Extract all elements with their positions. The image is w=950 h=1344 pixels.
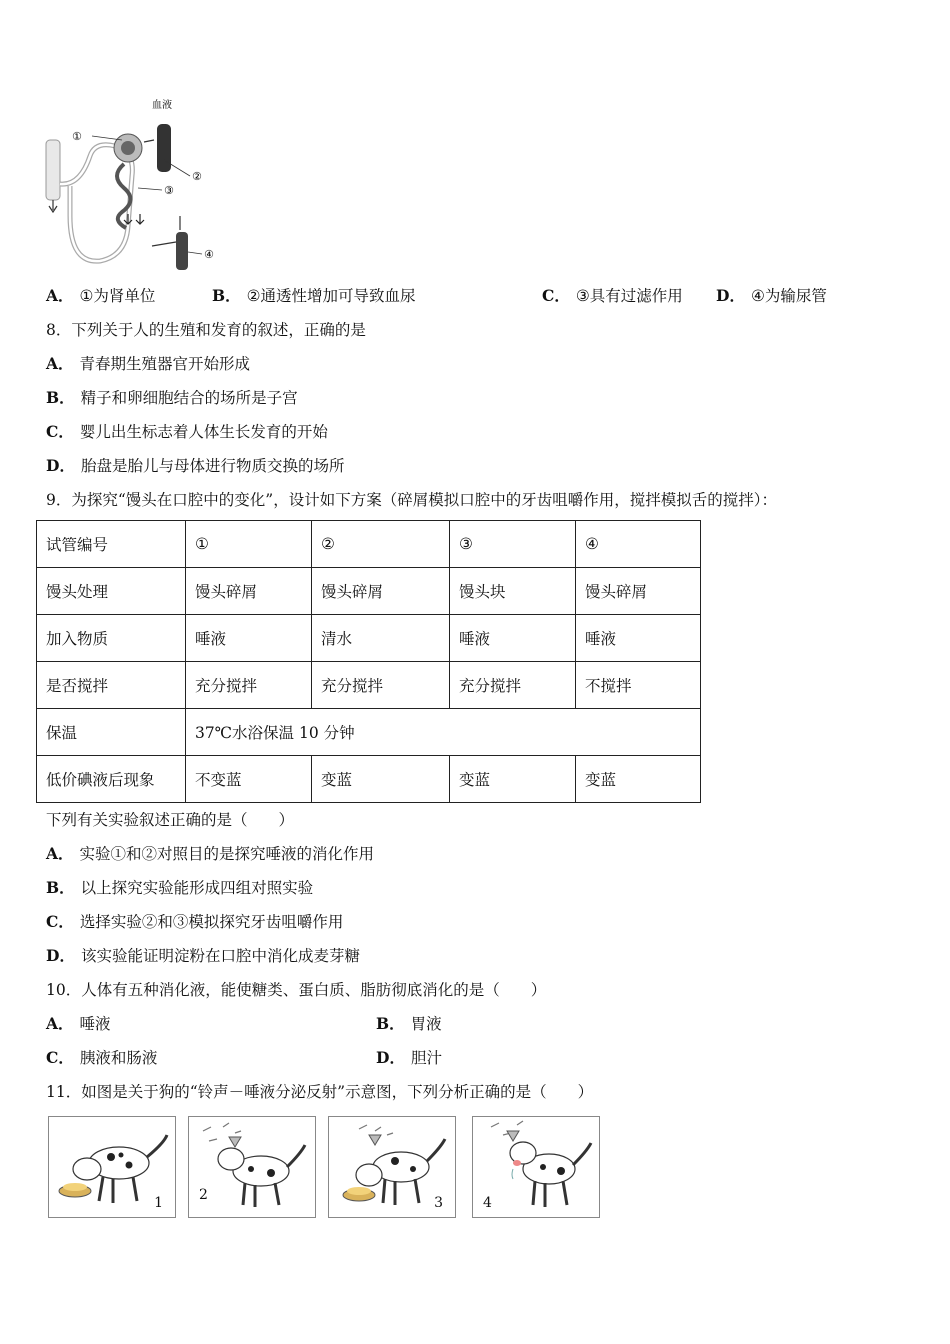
table-cell: 馒头处理: [37, 568, 186, 615]
table-row: [37, 662, 701, 709]
q8-stem: 8．下列关于人的生殖和发育的叙述，正确的是: [46, 321, 366, 339]
table-cell: ④: [576, 521, 701, 568]
nephron-diagram: [40, 96, 230, 274]
q10-option-d[interactable]: D． 胆汁: [376, 1048, 442, 1067]
table-cell: 低价碘液后现象: [37, 756, 186, 803]
dog-panel-3: [328, 1116, 456, 1218]
table-cell: 变蓝: [576, 756, 701, 803]
q11-stem: 11．如图是关于狗的“铃声－唾液分泌反射”示意图，下列分析正确的是（ ）: [46, 1083, 594, 1101]
dog-panel-1: [48, 1116, 176, 1218]
table-cell: 馒头碎屑: [312, 568, 450, 615]
q7-option-b[interactable]: B． ②通透性增加可导致血尿: [212, 286, 416, 305]
panel-number: 1: [154, 1195, 163, 1211]
callout-4: ④: [204, 248, 214, 261]
table-cell: 是否搅拌: [37, 662, 186, 709]
table-cell: 充分搅拌: [186, 662, 312, 709]
table-cell: 馒头碎屑: [186, 568, 312, 615]
q9-option-d[interactable]: D． 该实验能证明淀粉在口腔中消化成麦芽糖: [46, 946, 360, 965]
q10-option-c[interactable]: C． 胰液和肠液: [46, 1048, 158, 1067]
table-cell: 馒头块: [450, 568, 576, 615]
table-cell: 变蓝: [450, 756, 576, 803]
panel-number: 3: [434, 1195, 443, 1211]
q8-option-a[interactable]: A． 青春期生殖器官开始形成: [46, 354, 251, 373]
q9-stem: 9．为探究“馒头在口腔中的变化”，设计如下方案（碎屑模拟口腔中的牙齿咀嚼作用，搅拌模拟舌的搅拌）：: [46, 491, 777, 509]
table-row: [37, 568, 701, 615]
blood-label: 血液: [152, 100, 172, 111]
table-cell: ③: [450, 521, 576, 568]
table-cell: 试管编号: [37, 521, 186, 568]
table-cell: 充分搅拌: [312, 662, 450, 709]
q9-follow: 下列有关实验叙述正确的是（ ）: [46, 811, 295, 829]
experiment-table: [36, 520, 701, 803]
table-row: [37, 709, 701, 756]
panel-number: 2: [199, 1187, 208, 1203]
q8-option-d[interactable]: D． 胎盘是胎儿与母体进行物质交换的场所: [46, 456, 345, 475]
callout-1: ①: [72, 130, 82, 143]
q10-option-b[interactable]: B． 胃液: [376, 1014, 442, 1033]
table-cell: 37℃水浴保温 10 分钟: [186, 709, 701, 756]
table-row: [37, 615, 701, 662]
table-cell: ②: [312, 521, 450, 568]
table-cell: 充分搅拌: [450, 662, 576, 709]
dog-panel-2: [188, 1116, 316, 1218]
table-cell: 清水: [312, 615, 450, 662]
table-cell: 馒头碎屑: [576, 568, 701, 615]
q7-option-c[interactable]: C． ③具有过滤作用: [542, 286, 683, 305]
table-cell: 变蓝: [312, 756, 450, 803]
table-cell: 唾液: [186, 615, 312, 662]
table-cell: ①: [186, 521, 312, 568]
q10-stem: 10．人体有五种消化液，能使糖类、蛋白质、脂肪彻底消化的是（ ）: [46, 981, 547, 999]
q9-option-a[interactable]: A． 实验①和②对照目的是探究唾液的消化作用: [46, 844, 375, 863]
table-row: [37, 756, 701, 803]
table-cell: 不搅拌: [576, 662, 701, 709]
panel-number: 4: [483, 1195, 492, 1211]
q8-option-c[interactable]: C． 婴儿出生标志着人体生长发育的开始: [46, 422, 328, 441]
callout-3: ③: [164, 184, 174, 197]
table-row: [37, 521, 701, 568]
table-cell: 唾液: [576, 615, 701, 662]
table-cell: 保温: [37, 709, 186, 756]
q10-option-a[interactable]: A． 唾液: [46, 1014, 111, 1033]
table-cell: 不变蓝: [186, 756, 312, 803]
q9-option-b[interactable]: B． 以上探究实验能形成四组对照实验: [46, 878, 314, 897]
q7-option-a[interactable]: A． ①为肾单位: [46, 286, 156, 305]
callout-2: ②: [192, 170, 202, 183]
q7-option-d[interactable]: D． ④为输尿管: [716, 286, 827, 305]
table-cell: 加入物质: [37, 615, 186, 662]
q8-option-b[interactable]: B． 精子和卵细胞结合的场所是子宫: [46, 388, 298, 407]
q9-option-c[interactable]: C． 选择实验②和③模拟探究牙齿咀嚼作用: [46, 912, 344, 931]
table-cell: 唾液: [450, 615, 576, 662]
dog-panel-4: [472, 1116, 600, 1218]
